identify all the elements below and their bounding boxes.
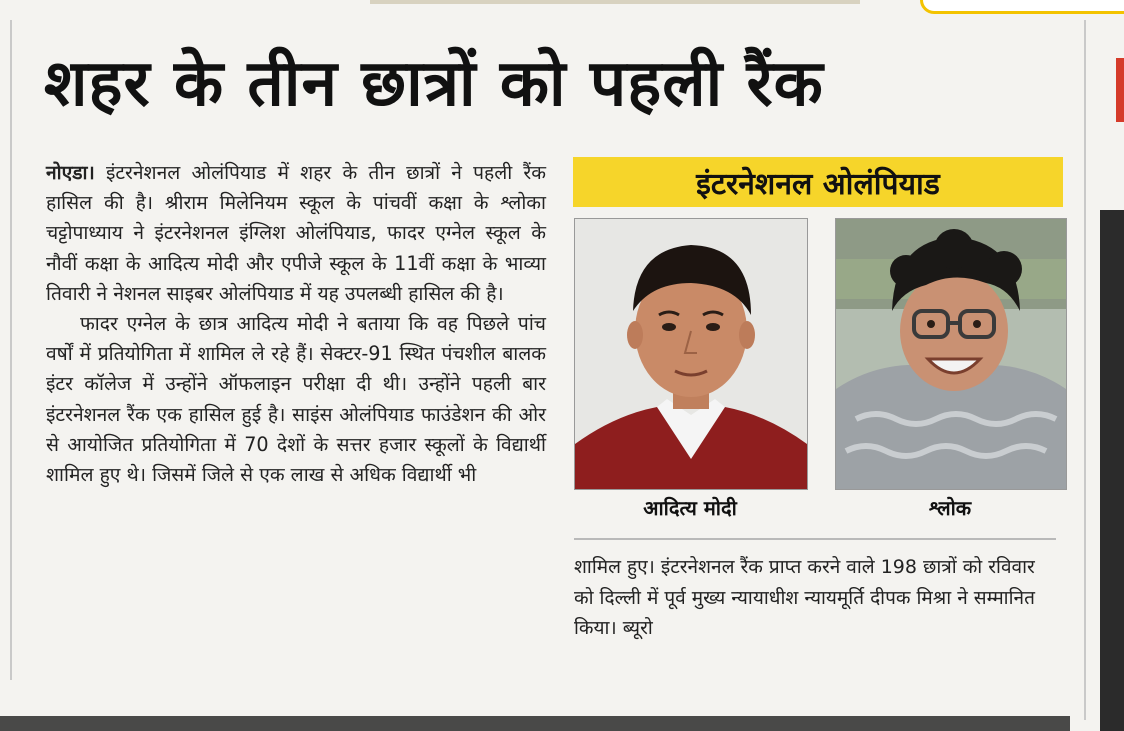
article-paragraph-1: [46, 158, 546, 309]
article-body-column: [46, 158, 546, 490]
photo-caption-shlok: श्लोक: [928, 496, 972, 520]
adjacent-article-photo-edge: [1100, 210, 1124, 731]
portrait-illustration: [575, 219, 807, 489]
portrait-illustration: [836, 219, 1066, 489]
previous-article-strip: [0, 0, 1124, 12]
top-yellow-badge: [920, 0, 1124, 14]
top-divider: [370, 0, 860, 4]
student-photo-aditya: [574, 218, 808, 490]
adjacent-article-red-marker: [1116, 58, 1124, 122]
left-column-rule: [10, 20, 12, 680]
article-paragraph-3: शामिल हुए। इंटरनेशनल रैंक प्राप्त करने वाले 198 छात्रों को रविवार को दिल्ली में पूर्व मुख्य न्यायाधीश न्यायमूर्ति दीपक मिश्रा ने सम्मानित किया। ब्यूरो: [574, 556, 1035, 639]
dateline: नोएडा।: [46, 161, 95, 184]
photo-caption-aditya: आदित्य मोदी: [643, 496, 737, 520]
caption-divider: [574, 538, 1056, 540]
article-paragraph-2: फादर एग्नेल के छात्र आदित्य मोदी ने बताया कि वह पिछले पांच वर्षों में प्रतियोगिता में शामिल ले रहे हैं। सेक्टर-91 स्थित पंचशील बालक इंटर कॉलेज में उन्होंने ऑफलाइन परीक्षा दी थी। उन्होंने पहली बार इंटरनेशनल रैंक एक हासिल हुई है। साइंस ओलंपियाड फाउंडेशन की ओर से आयोजित प्रतियोगिता में 70 देशों के सत्तर हजार स्कूलों के विद्यार्थी शामिल हुए थे। जिसमें जिले से एक लाख से अधिक विद्यार्थी भी: [46, 312, 546, 487]
section-banner: इंटरनेशनल ओलंपियाड: [573, 157, 1063, 207]
next-article-edge: [0, 716, 1070, 731]
article-headline: शहर के तीन छात्रों को पहली रैंक: [44, 47, 824, 121]
student-photo-shlok: [835, 218, 1067, 490]
right-column-rule: [1084, 20, 1086, 720]
paragraph-1-text: इंटरनेशनल ओलंपियाड में शहर के तीन छात्रों ने पहली रैंक हासिल की है। श्रीराम मिलेनियम स्कूल के पांचवीं कक्षा के श्लोका चट्टोपाध्याय ने इंटरनेशनल इंग्लिश ओलंपियाड, फादर एग्नेल स्कूल के नौवीं कक्षा के आदित्य मोदी और एपीजे स्कूल के 11वीं कक्षा के भाव्या तिवारी ने नेशनल साइबर ओलंपियाड में यह उपलब्धी हासिल की है।: [46, 161, 546, 305]
